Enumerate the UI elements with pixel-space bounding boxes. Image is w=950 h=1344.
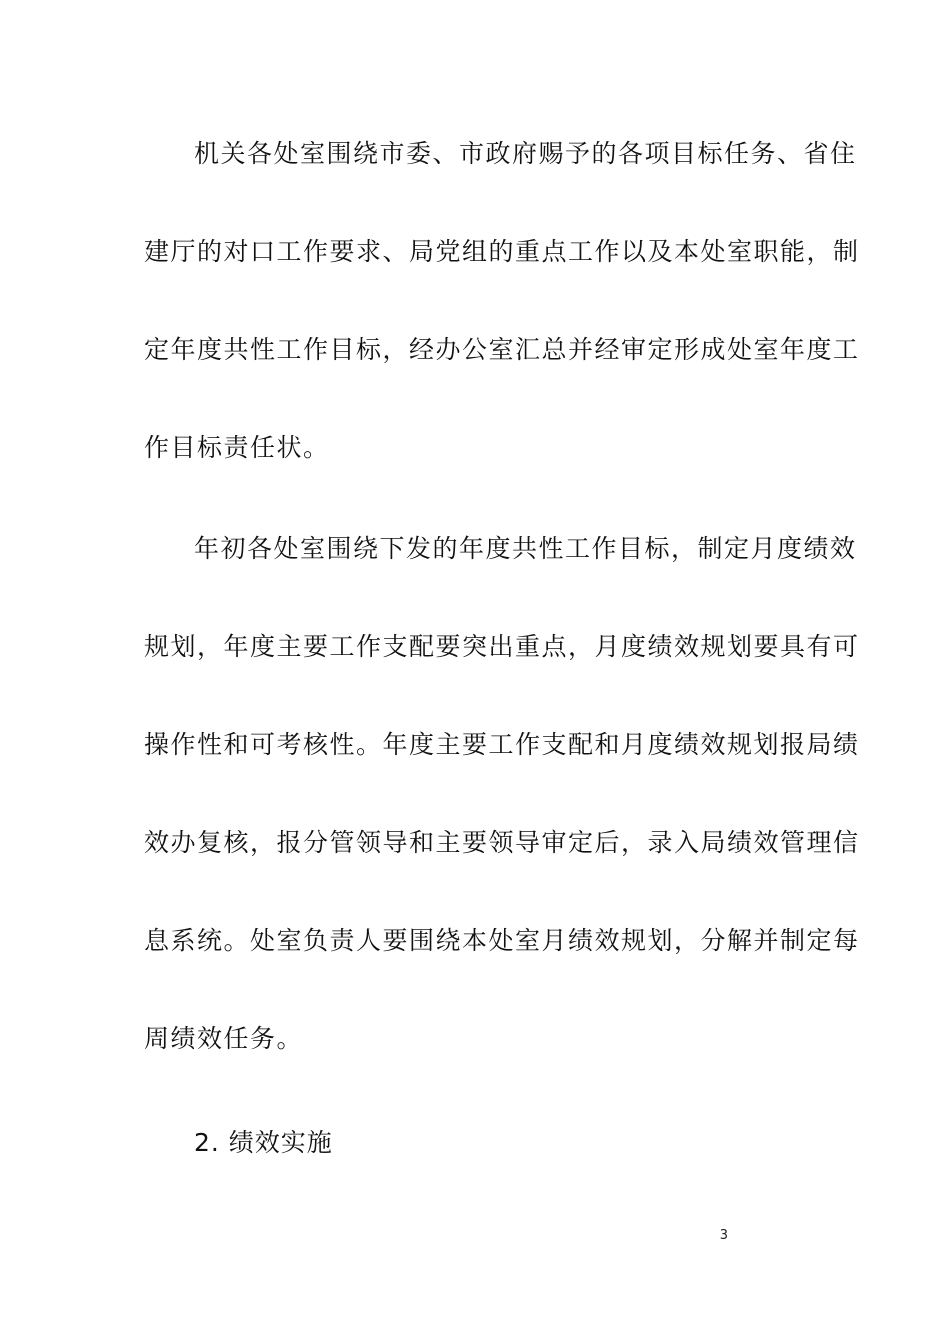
paragraph-line: 作目标责任状。 xyxy=(144,433,330,462)
paragraph-2 xyxy=(144,532,860,1056)
paragraph-1 xyxy=(144,137,860,465)
paragraph-line: 建厅的对口工作要求、局党组的重点工作以及本处室职能，制 xyxy=(144,237,860,266)
paragraph-line: 息系统。处室负责人要围绕本处室月绩效规划，分解并制定每 xyxy=(144,926,860,955)
paragraph-line: 操作性和可考核性。年度主要工作支配和月度绩效规划报局绩 xyxy=(144,730,860,759)
page-number: 3 xyxy=(719,1228,728,1243)
paragraph-line: 年初各处室围绕下发的年度共性工作目标，制定月度绩效 xyxy=(194,534,857,563)
paragraph-line: 周绩效任务。 xyxy=(144,1024,304,1053)
paragraph-line: 效办复核，报分管领导和主要领导审定后，录入局绩效管理信 xyxy=(144,828,860,857)
section-heading-block xyxy=(144,1126,814,1160)
paragraph-line: 定年度共性工作目标，经办公室汇总并经审定形成处室年度工 xyxy=(144,335,860,364)
section-heading: 2. 绩效实施 xyxy=(194,1128,333,1157)
paragraph-line: 规划，年度主要工作支配要突出重点，月度绩效规划要具有可 xyxy=(144,632,860,661)
paragraph-line: 机关各处室围绕市委、市政府赐予的各项目标任务、省住 xyxy=(194,139,857,168)
